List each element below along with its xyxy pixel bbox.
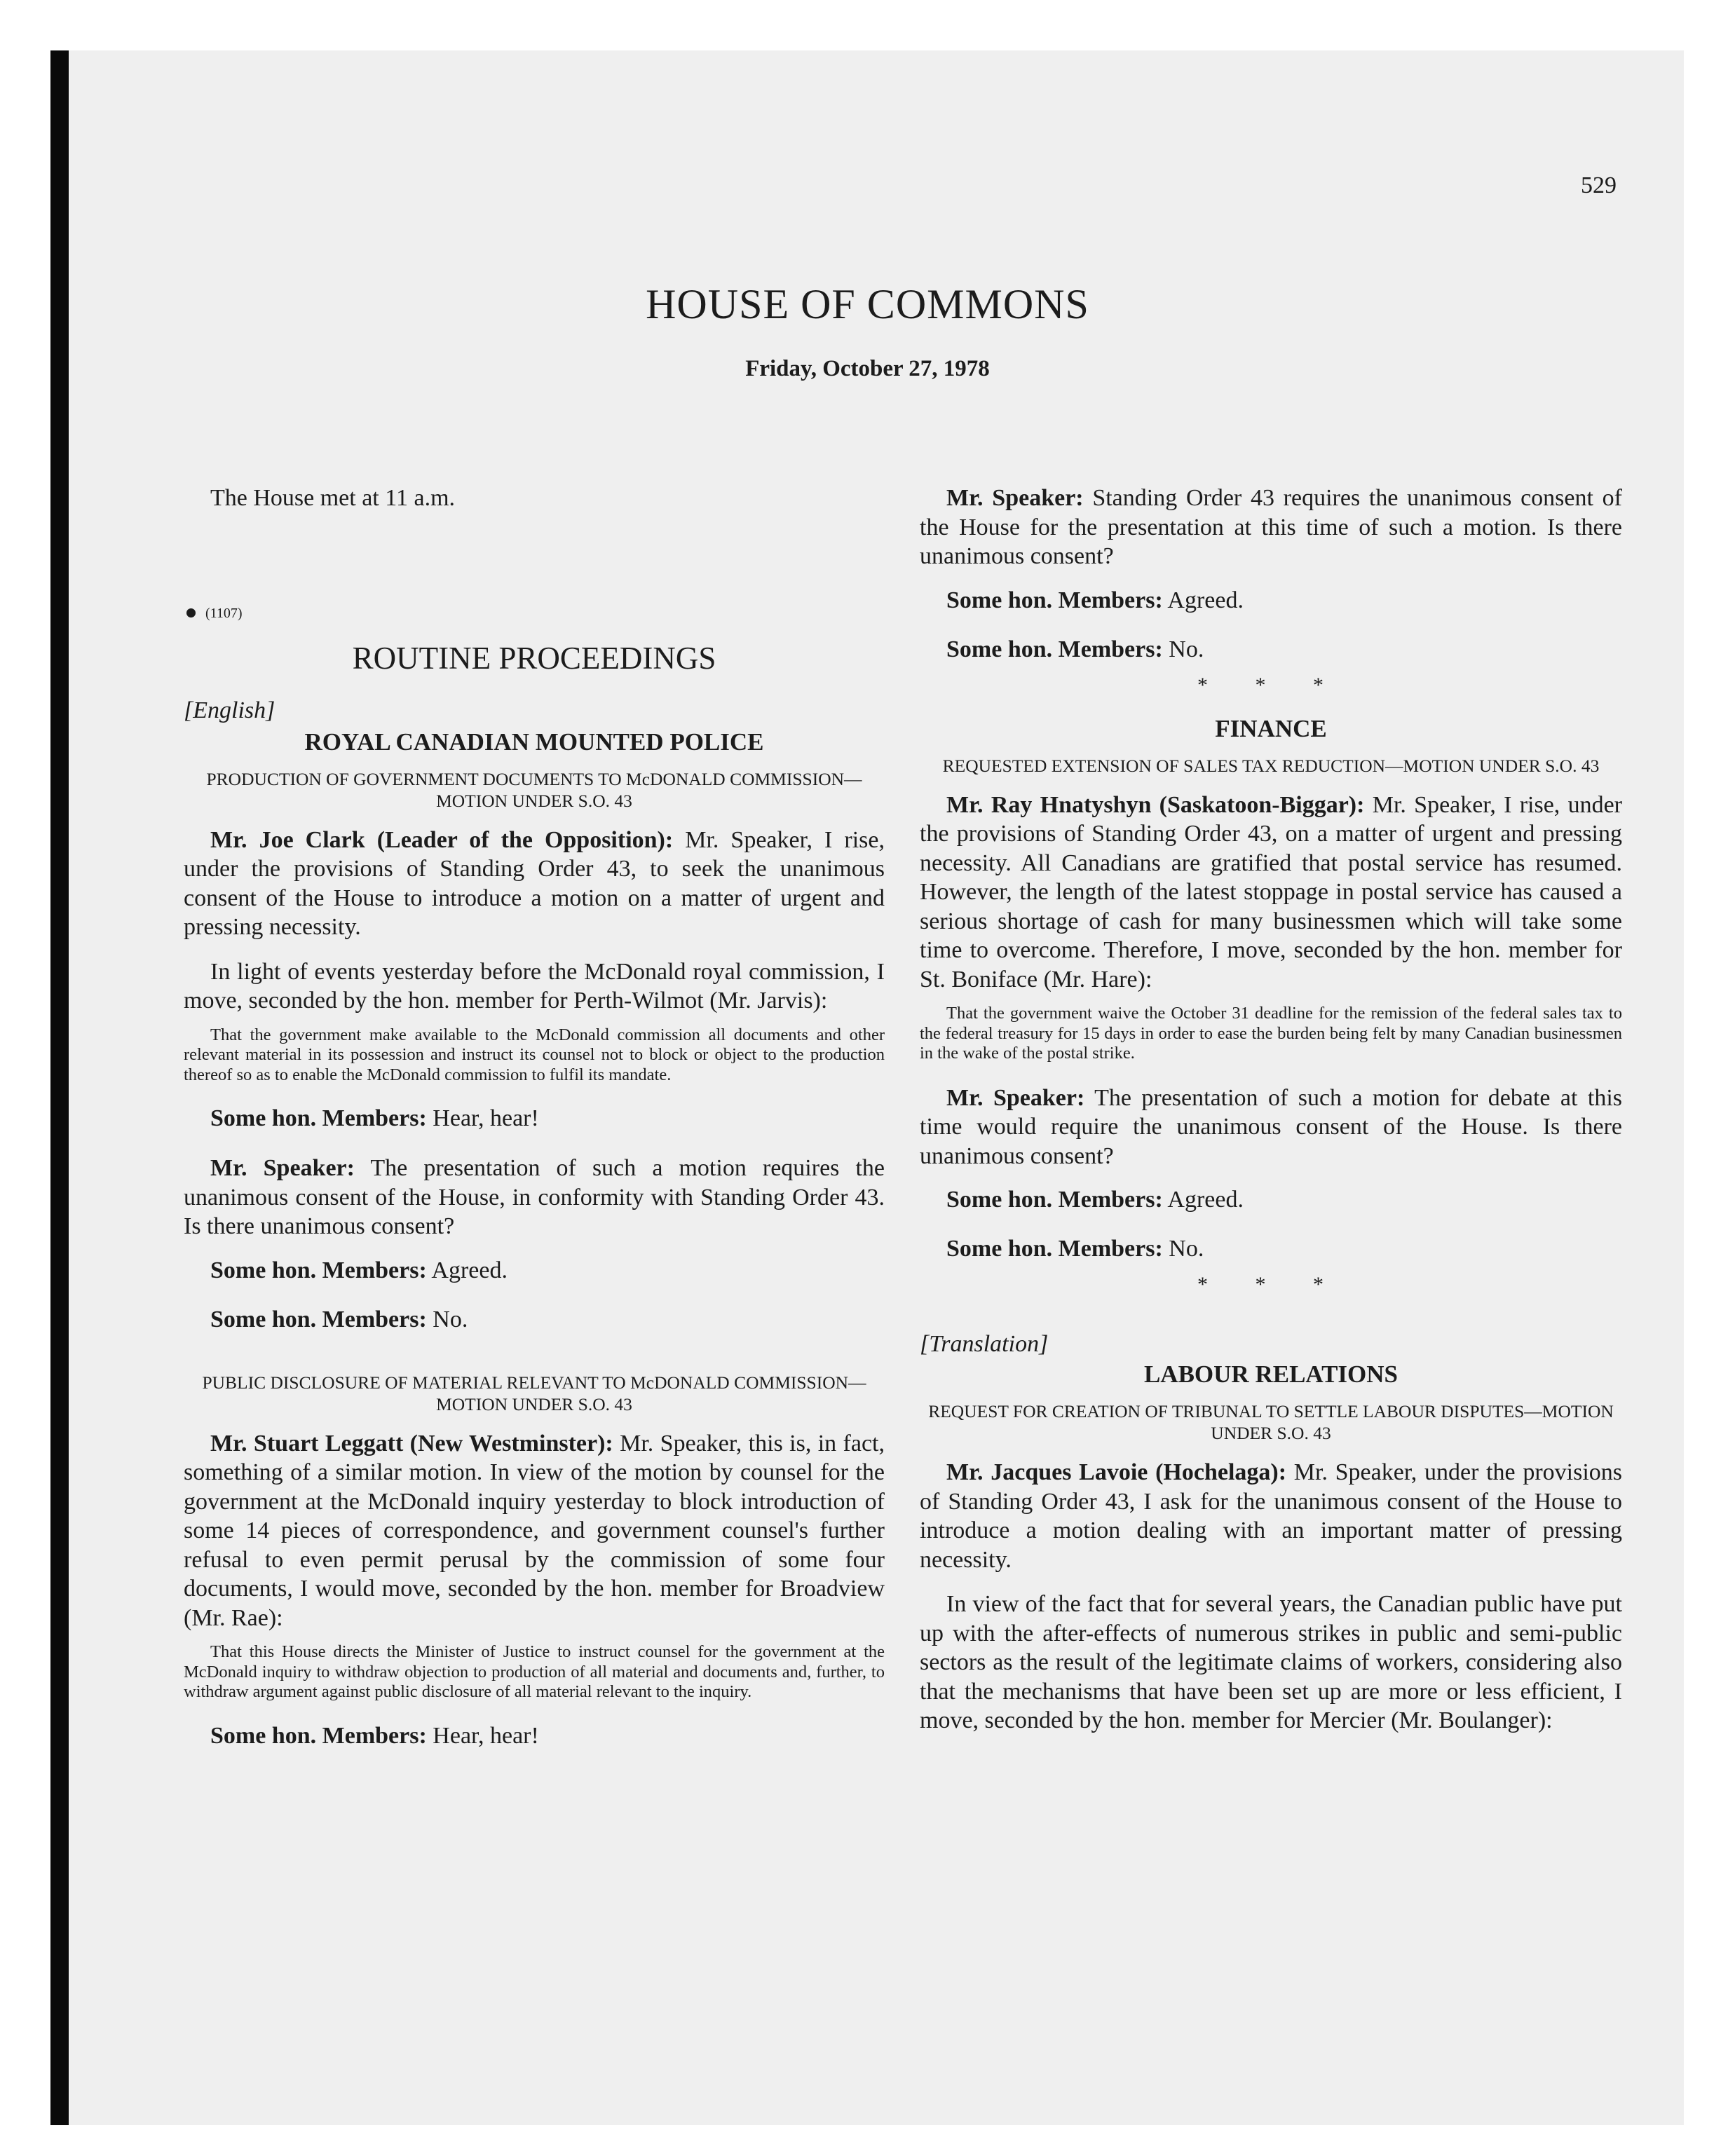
bullet-icon [186,608,196,618]
topic-heading: PRODUCTION OF GOVERNMENT DOCUMENTS TO McDONALD COMMISSION—MOTION UNDER S.O. 43 [206,768,862,811]
interjection [184,1722,885,1750]
speaker-name: Some hon. Members: [946,1236,1163,1262]
subsection-heading: FINANCE [1215,714,1327,742]
language-tag: [Translation] [920,1331,1049,1357]
subsection-heading: LABOUR RELATIONS [1143,1360,1399,1388]
page-title: HOUSE OF COMMONS [646,281,1089,327]
right-column [920,484,1622,1751]
speech-paragraph [920,791,1622,995]
motion-text: That this House directs the Minister of Justice to instruct counsel for the government at the McDonald inquiry to withdraw objection to production of all material and documents and, further, to withdraw argument against public disclosure of all material relevant to the inquiry. [184,1642,885,1701]
speaker-name: Mr. Jacques Lavoie (Hochelaga): [946,1459,1287,1485]
speaker-name: Mr. Speaker: [210,1155,355,1181]
section-separator: * * * [1197,1273,1345,1296]
section-separator: * * * [1197,673,1345,697]
speech-text: No. [1162,1236,1204,1262]
sitting-date: Friday, October 27, 1978 [745,356,990,381]
time-marker [184,603,885,624]
speech-text: No. [1162,636,1204,662]
speaker-name: Some hon. Members: [210,1306,427,1332]
speech-paragraph [184,1154,885,1241]
motion-text: That the government waive the October 31 deadline for the remission of the federal sales tax to the federal treasury for 15 days in order to ease the burden being felt by many Canadian businessmen in the wake of the postal strike. [920,1004,1622,1063]
interjection [184,1306,885,1334]
speech-paragraph [920,484,1622,571]
speech-text: Mr. Speaker, I rise, under the provisions of Standing Order 43, on a matter of urgent and pressing necessity. All Canadians are gratified that postal service has resumed. However, the length of the latest stoppage in postal service has caused a serious shortage of cash for many businessmen which will take some time to overcome. Therefore, I move, seconded by the hon. member for St. Boniface (Mr. Hare): [920,791,1622,992]
section-heading: ROUTINE PROCEEDINGS [352,640,716,676]
speaker-name: Mr. Speaker: [946,485,1084,511]
speaker-name: Mr. Joe Clark (Leader of the Opposition): [210,826,674,853]
interjection [920,587,1622,615]
speaker-name: Some hon. Members: [946,636,1163,662]
speech-text: Mr. Speaker, under the provisions of Standing Order 43, I ask for the unanimous consent of the House to introduce a motion dealing with an important matter of pressing necessity. [920,1459,1622,1573]
interjection [920,636,1622,664]
time-marker-text: (1107) [205,605,243,621]
speech-paragraph [184,1429,885,1633]
speech-text: The presentation of such a motion for debate at this time would require the unanimous consent of the House. Is there unanimous consent? [920,1084,1622,1169]
left-column [184,484,885,1771]
speaker-name: Mr. Ray Hnatyshyn (Saskatoon-Biggar): [946,791,1365,818]
speech-text: Mr. Speaker, this is, in fact, something of a similar motion. In view of the motion by counsel for the government at the McDonald inquiry yesterday to block introduction of some 14 pieces of correspondence, and government counsel's further refusal to even permit perusal by the commission of some four documents, I would move, seconded by the hon. member for Broadview (Mr. Rae): [184,1430,885,1631]
speech-paragraph: In light of events yesterday before the McDonald royal commission, I move, seconded by the hon. member for Perth-Wilmot (Mr. Jarvis): [184,958,885,1014]
speech-text: Agreed. [1162,1187,1244,1213]
subsection-heading: ROYAL CANADIAN MOUNTED POLICE [304,728,764,756]
speaker-name: Some hon. Members: [210,1257,427,1283]
topic-heading: REQUEST FOR CREATION OF TRIBUNAL TO SETTLE LABOUR DISPUTES—MOTION UNDER S.O. 43 [928,1401,1614,1443]
speech-paragraph [184,826,885,942]
interjection [920,1186,1622,1214]
speech-text: The presentation of such a motion requires the unanimous consent of the House, in conformity with Standing Order 43. Is there unanimous consent? [184,1155,885,1239]
speech-paragraph [920,1458,1622,1574]
speech-paragraph [920,1084,1622,1171]
interjection [920,1235,1622,1263]
speech-text: No. [426,1306,468,1332]
speaker-name: Some hon. Members: [210,1722,427,1749]
speech-text: Standing Order 43 requires the unanimous consent of the House for the presentation at this time of such a motion. Is there unanimous consent? [920,485,1622,569]
speech-paragraph: In view of the fact that for several years, the Canadian public have put up with the after-effects of numerous strikes in public and semi-public sectors as the result of the legitimate claims of workers, considering also that the mechanisms that have been set up are more or less efficient, I move, seconded by the hon. member for Mercier (Mr. Boulanger): [920,1591,1622,1733]
speech-text: Agreed. [426,1257,508,1283]
language-tag: [English] [184,697,275,723]
speaker-name: Some hon. Members: [946,587,1163,613]
motion-text: That the government make available to the McDonald commission all documents and other relevant material in its possession and instruct its counsel not to block or object to the production thereof so as to enable the McDonald commission to fulfil its mandate. [184,1025,885,1084]
speaker-name: Mr. Speaker: [946,1084,1085,1111]
speaker-name: Some hon. Members: [210,1105,427,1131]
speech-text: Mr. Speaker, I rise, under the provisions of Standing Order 43, to seek the unanimous consent of the House to introduce a motion on a matter of urgent and pressing necessity. [184,826,885,940]
page-number: 529 [1581,172,1617,198]
topic-heading: REQUESTED EXTENSION OF SALES TAX REDUCTION—MOTION UNDER S.O. 43 [942,755,1600,776]
speech-text: Hear, hear! [426,1722,539,1749]
interjection [184,1257,885,1285]
opening-line: The House met at 11 a.m. [210,485,456,511]
speaker-name: Some hon. Members: [946,1187,1163,1213]
topic-heading: PUBLIC DISCLOSURE OF MATERIAL RELEVANT TO McDONALD COMMISSION—MOTION UNDER S.O. 43 [202,1372,866,1414]
speech-text: Agreed. [1162,587,1244,613]
speech-text: Hear, hear! [426,1105,539,1131]
speaker-name: Mr. Stuart Leggatt (New Westminster): [210,1430,613,1456]
interjection [184,1105,885,1133]
